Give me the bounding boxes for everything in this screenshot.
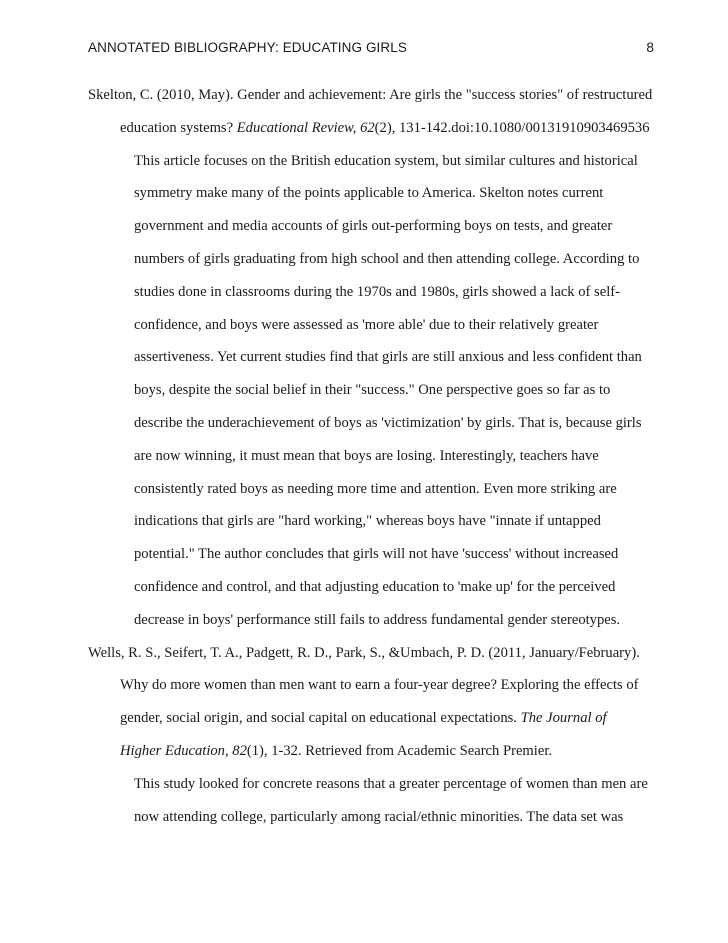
citation-text: Why do more women than men want to earn a four-year degree? Exploring the effects of [120,677,639,694]
running-head-title: ANNOTATED BIBLIOGRAPHY: EDUCATING GIRLS [88,40,407,55]
annotation-line: decrease in boys' performance still fails to address fundamental gender stereotypes. [134,611,621,628]
citation-text: (1), 1-32. Retrieved from Academic Search Premier. [246,743,553,759]
citation-line [120,708,607,728]
citation-line [120,741,552,761]
annotation-line: symmetry make many of the points applicable to America. Skelton notes current [134,185,604,202]
citation-text: gender, social origin, and social capital on educational expectations. [120,710,521,727]
annotation-line: numbers of girls graduating from high school and then attending college. According to [134,251,640,267]
annotation-line: studies done in classrooms during the 1970s and 1980s, girls showed a lack of self- [134,283,620,300]
citation-line [120,118,650,138]
annotation-line: potential." The author concludes that girls will not have 'success' without increased [134,546,619,563]
citation-line [88,643,640,663]
citation-text: Skelton, C. (2010, May). Gender and achievement: Are girls the "success stories" of restructured [88,87,653,103]
annotation-line: This article focuses on the British education system, but similar cultures and historical [134,152,638,169]
citation-text: education systems? [120,119,237,136]
annotation-line: boys, despite the social belief in their "success." One perspective goes so far as to [134,382,611,399]
annotation-line: confidence, and boys were assessed as 'more able' due to their relatively greater [134,316,599,333]
annotation-line: assertiveness. Yet current studies find that girls are still anxious and less confident than [134,349,642,366]
annotation-line: describe the underachievement of boys as 'victimization' by girls. That is, because girls [134,415,642,431]
annotation-line: consistently rated boys as needing more time and attention. Even more striking are [134,480,617,497]
citation-italic-text: Higher Education, 82 [120,743,247,759]
citation-line [88,85,652,105]
citation-line [120,675,639,695]
running-header [88,40,654,60]
annotation-line: government and media accounts of girls out-performing boys on tests, and greater [134,218,613,235]
citation-text: Wells, R. S., Seifert, T. A., Padgett, R. D., Park, S., &Umbach, P. D. (2011, January/February). [88,644,640,661]
citation-italic-text: Educational Review, 62 [236,119,375,136]
citation-italic-text: The Journal of [520,710,607,727]
annotation-line: This study looked for concrete reasons that a greater percentage of women than men are [134,775,648,792]
citation-text: (2), 131-142.doi:10.1080/00131910903469536 [374,119,650,136]
annotation-line: are now winning, it must mean that boys are losing. Interestingly, teachers have [134,447,599,464]
annotation-line: confidence and control, and that adjusting education to 'make up' for the perceived [134,579,616,595]
page-number: 8 [646,40,654,55]
annotation-line: indications that girls are "hard working," whereas boys have "innate if untapped [134,513,601,530]
annotation-line: now attending college, particularly among racial/ethnic minorities. The data set was [134,808,624,825]
